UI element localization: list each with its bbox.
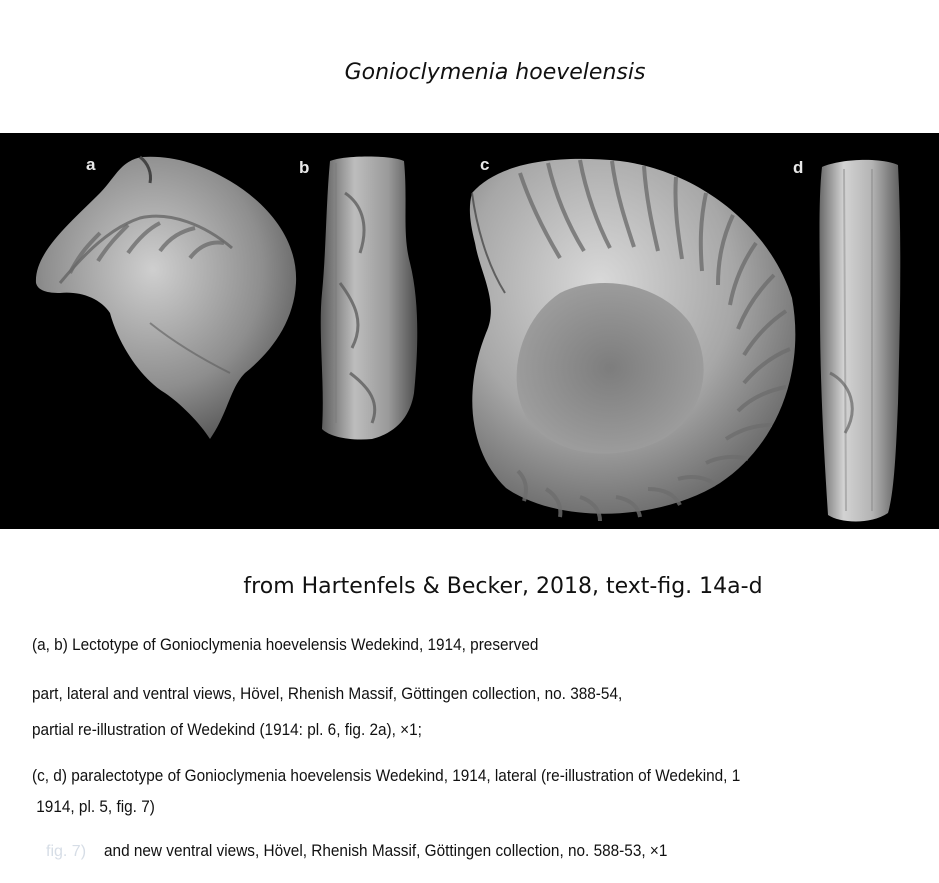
caption-line-1: (a, b) Lectotype of Gonioclymenia hoevelensis Wedekind, 1914, preserved [32,636,539,654]
figure-b-fossil [321,157,418,440]
caption-line-4: (c, d) paralectotype of Gonioclymenia hoevelensis Wedekind, 1914, lateral (re-illustration of Wedekind, 1 [32,767,741,785]
caption-line-3: partial re-illustration of Wedekind (1914: pl. 6, fig. 2a), ×1; [32,721,422,739]
fossil-plate-image [0,133,939,529]
figure-c-fossil [470,159,795,521]
page-title: Gonioclymenia hoevelensis [344,60,646,85]
source-citation: from Hartenfels & Becker, 2018, text-fig. 14a-d [243,574,763,599]
figure-letter-c: c [480,155,490,174]
figure-a-fossil [36,157,296,439]
figure-letter-b: b [299,158,310,177]
faded-caption-text: fig. 7) [46,843,87,860]
caption-line-2: part, lateral and ventral views, Hövel, Rhenish Massif, Göttingen collection, no. 388-54, [32,685,623,703]
caption-line-6: and new ventral views, Hövel, Rhenish Massif, Göttingen collection, no. 588-53, ×1 [104,842,668,860]
fossil-plate [0,133,939,529]
caption-line-5: 1914, pl. 5, fig. 7) [32,798,155,816]
figure-letter-a: a [86,155,96,174]
figure-letter-d: d [793,158,804,177]
figure-d-fossil [820,160,901,522]
